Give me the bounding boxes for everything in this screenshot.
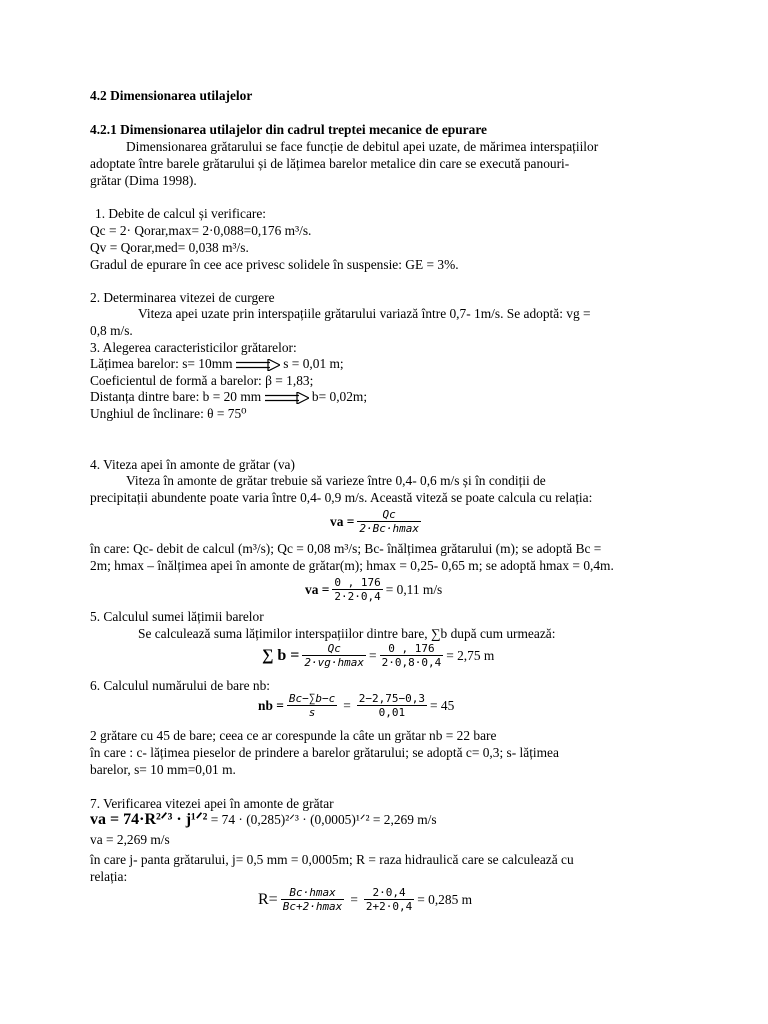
fraction-denominator: 0,01 — [378, 706, 406, 719]
fraction-denominator: 2·0,8·0,4 — [381, 656, 442, 669]
intro-line-3: grătar (Dima 1998). — [90, 173, 197, 188]
unghi-inclinare: Unghiul de înclinare: θ = 75⁰ — [90, 406, 247, 421]
section-3-title: 3. Alegerea caracteristicilor grătarelor: — [90, 340, 297, 355]
section-5-line-1: Se calculează suma lățimilor interspațiilor dintre bare, ∑b după cum urmează: — [138, 626, 556, 641]
section-2-line-2: 0,8 m/s. — [90, 323, 133, 338]
double-arrow-icon — [265, 392, 309, 404]
fraction-numerator: 0 , 176 — [334, 576, 381, 589]
fraction-denominator: s — [308, 706, 316, 719]
fraction-numerator: 0 , 176 — [388, 642, 435, 655]
formula-lhs: va = — [305, 581, 330, 597]
intro-line-2: adoptate între barele grătarului și de lățimea barelor metalice din care se execută panouri- — [90, 156, 570, 171]
formula-sum-b — [262, 642, 494, 669]
section-6-line-2: în care : c- lățimea pieselor de prindere a barelor grătarului; se adoptă c= 0,3; s- lățimea — [90, 745, 559, 760]
section-7-line-2: relația: — [90, 869, 128, 884]
fraction-denominator: 2·2·0,4 — [334, 590, 381, 603]
fraction-denominator: 2·vg·hmax — [304, 656, 365, 669]
fraction — [357, 692, 427, 719]
formula-result: = 0,285 m — [417, 891, 473, 907]
ge-line: Gradul de epurare în cee ace privesc solidele în suspensie: GE = 3%. — [90, 257, 459, 272]
double-arrow-icon — [236, 359, 280, 371]
formula-verification-main: va = 74·R²ᐟ³ · j¹ᐟ² — [90, 811, 208, 828]
section-5-title: 5. Calculul sumei lățimii barelor — [90, 609, 264, 624]
formula-lhs: ∑ b = — [262, 646, 300, 664]
section-6-line-3: barelor, s= 10 mm=0,01 m. — [90, 762, 236, 777]
fraction-numerator: 2−2,75−0,3 — [358, 692, 426, 705]
section-6-line-1: 2 grătare cu 45 de bare; ceea ce ar corespunde la câte un grătar nb = 22 bare — [90, 728, 497, 743]
where-line-1: în care: Qc- debit de calcul (m³/s); Qc = 0,08 m³/s; Bc- înălțimea grătarului (m); se adoptă Bc = — [90, 541, 602, 556]
section-7-title: 7. Verificarea vitezei apei în amonte de grătar — [90, 796, 334, 811]
fraction-denominator: 2+2·0,4 — [365, 900, 413, 913]
formula-va-lhs: va = — [330, 513, 355, 529]
fraction-numerator: Qc — [382, 508, 396, 521]
fraction-numerator: Bc·hmax — [289, 886, 336, 899]
section-4-line-2: precipitații abundente poate varia între 0,4- 0,9 m/s. Această viteză se poate calcula cu relația: — [90, 490, 593, 505]
heading-section-4-2-1: 4.2.1 Dimensionarea utilajelor din cadrul treptei mecanice de epurare — [90, 122, 487, 137]
intro-line-1: Dimensionarea grătarului se face funcție de debitul apei uzate, de mărimea interspațiilor — [126, 139, 599, 154]
fraction — [281, 886, 345, 913]
qv-formula: Qv = Qorar,med= 0,038 m³/s. — [90, 240, 249, 255]
formula-result: = 45 — [430, 697, 455, 713]
section-4-line-1: Viteza în amonte de grătar trebuie să varieze între 0,4- 0,6 m/s și în condiții de — [126, 473, 546, 488]
latime-label: Lățimea barelor: s= 10mm — [90, 356, 233, 371]
fraction — [332, 576, 382, 603]
fraction-numerator: 2·0,4 — [372, 886, 406, 899]
formula-result: = 0,11 m/s — [385, 581, 443, 597]
distanta-bare — [90, 389, 367, 405]
latime-result: s = 0,01 m; — [283, 356, 344, 371]
heading-section-4-2: 4.2 Dimensionarea utilajelor — [90, 88, 253, 103]
formula-lhs: nb = — [258, 697, 284, 713]
section-4-title: 4. Viteza apei în amonte de grătar (va) — [90, 457, 295, 472]
section-2-line-1: Viteza apei uzate prin interspațiile grătarului variază între 0,7- 1m/s. Se adoptă: vg = — [138, 306, 591, 321]
fraction-denominator: 2·Bc·hmax — [359, 522, 419, 535]
formula-result: = 2,75 m — [446, 647, 495, 663]
fraction-numerator: Qc — [327, 642, 341, 655]
fraction-numerator: Bc−∑b−c — [288, 692, 336, 705]
latime-barelor — [90, 356, 344, 372]
formula-verification — [90, 812, 437, 828]
fraction — [364, 886, 414, 913]
formula-equals: = — [369, 647, 377, 663]
distanta-result: b= 0,02m; — [311, 389, 368, 404]
fraction — [380, 642, 444, 669]
section-2-title: 2. Determinarea vitezei de curgere — [90, 290, 275, 305]
formula-R: R= $\frac{Bc\cdot hmax}{Bc+2\cdot hmax}$ = $\frac{2\cdot 0,4}{2+2\cdot 0,4}$ = 0,285 m — [258, 886, 473, 913]
section-1-title: 1. Debite de calcul și verificare: — [95, 206, 267, 221]
formula-verification-result: va = 2,269 m/s — [90, 832, 170, 847]
qc-formula: Qc = 2· Qorar,max= 2·0,088=0,176 m³/s. — [90, 223, 312, 238]
where-line-2: 2m; hmax – înălțimea apei în amonte de grătar(m); hmax = 0,25- 0,65 m; se adoptă hmax = 0,4m. — [90, 558, 614, 573]
formula-va-calc — [305, 576, 442, 603]
coeficient-forma: Coeficientul de formă a barelor: β = 1,83; — [90, 373, 314, 388]
distanta-label: Distanța dintre bare: b = 20 mm — [90, 389, 262, 404]
fraction-denominator: Bc+2·hmax — [282, 900, 343, 913]
section-7-line-1: în care j- panta grătarului, j= 0,5 mm = 0,0005m; R = raza hidraulică care se calculează cu — [90, 852, 574, 867]
formula-nb: nb = $\frac{Bc-\sum b-c}{s}$ = $\frac{2-2,75-0,3}{0,01}$ = 45 — [258, 692, 455, 719]
fraction — [302, 642, 366, 669]
fraction — [287, 692, 337, 719]
formula-verification-calc: = 74 · (0,285)²ᐟ³ · (0,0005)¹ᐟ² = 2,269 m/s — [207, 812, 437, 827]
formula-va — [330, 508, 424, 535]
formula-lhs: R= — [258, 890, 278, 908]
fraction — [357, 508, 421, 535]
section-6-title: 6. Calculul numărului de bare nb: — [90, 678, 270, 693]
